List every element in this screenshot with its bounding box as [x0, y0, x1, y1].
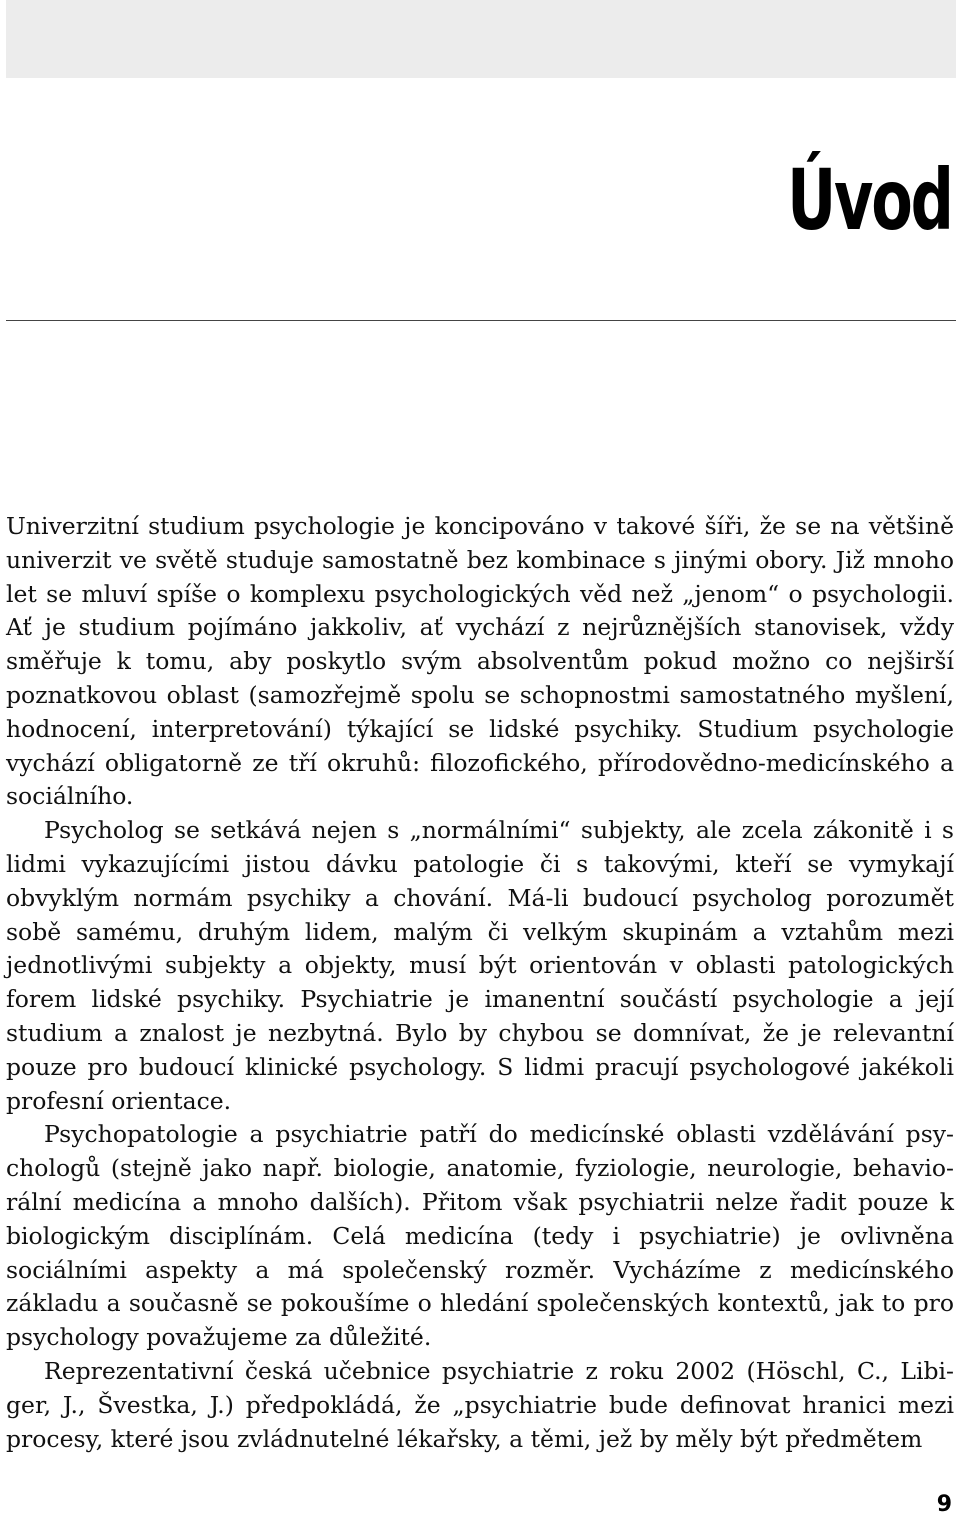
paragraph: Univerzitní studium psychologie je koncipováno v takové šíři, že se na většině univerzit ve světě studuje samostatně bez kombinace s jinými obory. Již mnoho let se mluví spíše o komplexu psychologických věd než „jenom“ o psychologii. Ať je studium pojímáno jakkoliv, ať vychází z nejrůznějších stanovisek, vždy směřuje k tomu, aby poskytlo svým absolventům pokud možno co nejširší poznatkovou oblast (samozřejmě spolu se schopnostmi samostatného myšlení, hodnocení, interpretování) týkající se lidské psychiky. Studium psychologie vychází obligatorně ze tří okruhů: filozofického, přírodovědno-medicínského a sociálního. — [6, 512, 954, 811]
paragraph: Psycholog se setkává nejen s „normálními“ subjekty, ale zcela zákonitě i s lidmi vykazujícími jistou dávku patologie či s takovými, kteří se vymykají obvyklým normám psychiky a chování. Má-li budoucí psycholog porozumět sobě samému, druhým lidem, malým či velkým skupinám a vztahům mezi jednotlivými subjekty a objekty, musí být orientován v oblasti patologických forem lidské psychiky. Psychiatrie je imanentní součástí psychologie a její studium a znalost je nezbytná. Bylo by chybou se domnívat, že je relevantní pouze pro budoucí klinické psychology. S lidmi pracují psychologové jakékoli profesní orientace. — [6, 816, 954, 1115]
paragraph: Reprezentativní česká učebnice psychiatrie z roku 2002 (Höschl, C., Libiger, J., Švestka, J.) předpokládá, že „psychiatrie bude definovat hranici mezi procesy, které jsou zvládnutelné lékařsky, a těmi, jež by měly být předmětem — [6, 1356, 954, 1453]
body-text — [6, 510, 954, 1456]
chapter-title: Úvod — [787, 151, 952, 249]
header-band — [6, 0, 956, 78]
paragraph: Psychopatologie a psychiatrie patří do medicínské oblasti vzdělávání psychologů (stejně jako např. biologie, anatomie, fyziologie, neurologie, behaviorální medicína a mnoho dalších). Přitom však psychiatrii nelze řadit pouze k biologickým disciplínám. Celá medicína (tedy i psychiatrie) je ovlivněna sociálními aspekty a má společenský rozměr. Vycházíme z medicínského základu a současně se pokoušíme o hledání společenských kontextů, jak to pro psychology považujeme za důležité. — [6, 1120, 954, 1352]
title-divider — [6, 320, 956, 321]
page-number: 9 — [936, 1492, 952, 1517]
